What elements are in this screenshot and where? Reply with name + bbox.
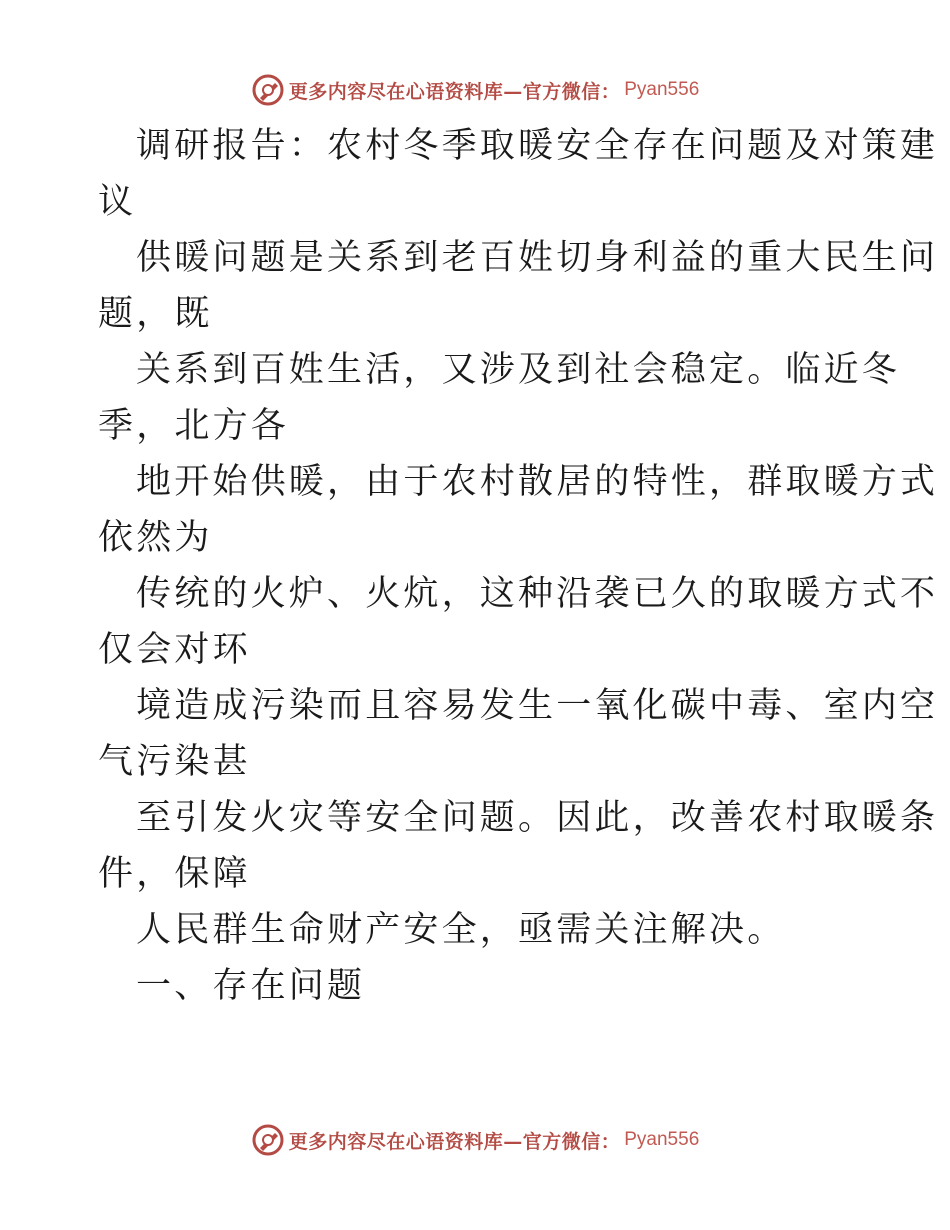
paragraph-line: 关系到百姓生活，又涉及到社会稳定。临近冬	[136, 350, 901, 390]
header-banner	[0, 70, 950, 110]
paragraph-line: 仅会对环	[98, 630, 251, 670]
paragraph-line: 人民群生命财产安全，亟需关注解决。	[136, 910, 786, 950]
pen-circle-logo-icon	[251, 1123, 285, 1157]
paragraph-line: 题，既	[98, 294, 213, 334]
paragraph-line: 气污染甚	[98, 742, 251, 782]
paragraph-line: 地开始供暖，由于农村散居的特性，群取暖方式	[136, 462, 939, 502]
paragraph-line: 供暖问题是关系到老百姓切身利益的重大民生问	[136, 238, 939, 278]
footer-banner-contact: Pyan556	[624, 1129, 700, 1150]
document-body	[98, 118, 939, 1014]
paragraph-line: 至引发火灾等安全问题。因此，改善农村取暖条	[136, 798, 939, 838]
paragraph-line: 件，保障	[98, 854, 251, 894]
document-title-line: 调研报告：农村冬季取暖安全存在问题及对策建	[136, 126, 939, 166]
footer-banner-text: 更多内容尽在心语资料库—官方微信：	[288, 1130, 621, 1153]
paragraph-line: 传统的火炉、火炕，这种沿袭已久的取暖方式不	[136, 574, 939, 614]
paragraph-line: 境造成污染而且容易发生一氧化碳中毒、室内空	[136, 686, 939, 726]
paragraph-line: 依然为	[98, 518, 213, 558]
footer-banner	[0, 1120, 950, 1160]
pen-circle-logo-icon	[251, 73, 285, 107]
paragraph-line: 季，北方各	[98, 406, 290, 446]
header-banner-text: 更多内容尽在心语资料库—官方微信：	[288, 80, 621, 103]
header-banner-contact: Pyan556	[624, 79, 700, 100]
section-heading: 一、存在问题	[136, 966, 366, 1006]
document-title-line: 议	[98, 182, 137, 222]
